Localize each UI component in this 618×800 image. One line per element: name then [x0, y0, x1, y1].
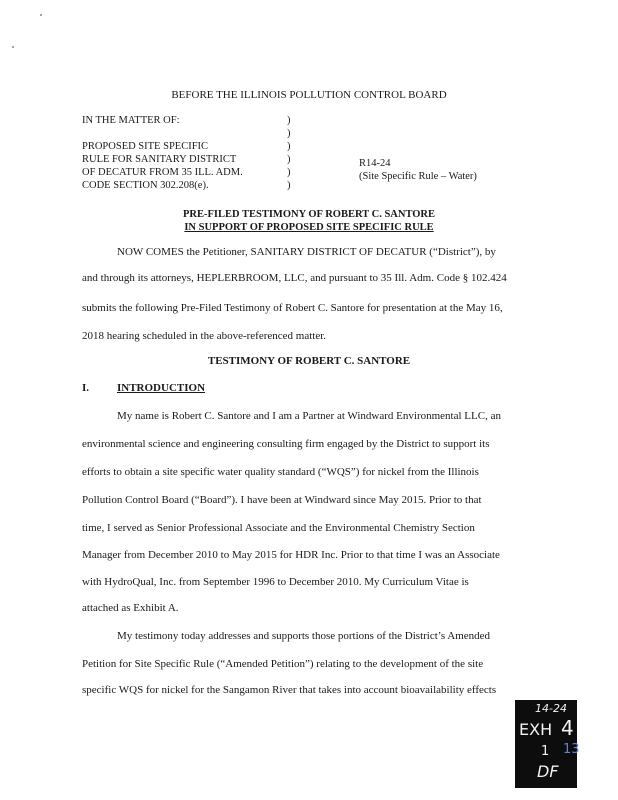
stamp-initials: DF: [537, 762, 559, 781]
para-line: Petition for Site Specific Rule (“Amended Petition”) relating to the development of the site: [82, 658, 484, 670]
bracket: ): [287, 128, 291, 139]
para-line: Manager from December 2010 to May 2015 for HDR Inc. Prior to that time I was an Associate: [82, 549, 500, 561]
para-line: environmental science and engineering consulting firm engaged by the District to support its: [82, 438, 490, 450]
para-line: time, I served as Senior Professional Associate and the Environmental Chemistry Section: [82, 522, 475, 534]
docket-number: R14-24: [359, 158, 391, 169]
para-line: specific WQS for nickel for the Sangamon River that takes into account bioavailability effects: [82, 684, 497, 696]
section-heading: TESTIMONY OF ROBERT C. SANTORE: [207, 355, 411, 367]
para-line: Pollution Control Board (“Board”). I have been at Windward since May 2015. Prior to that: [82, 494, 482, 506]
para-line: My testimony today addresses and supports those portions of the District’s Amended: [117, 630, 491, 642]
bracket: ): [287, 180, 291, 191]
para-line: efforts to obtain a site specific water quality standard (“WQS”) for nickel from the Illinois: [82, 466, 479, 478]
caption-matter: IN THE MATTER OF:: [82, 115, 180, 126]
caption-line-1: PROPOSED SITE SPECIFIC: [82, 141, 209, 152]
intro-line: submits the following Pre-Filed Testimony of Robert C. Santore for presentation at the May 16,: [82, 302, 503, 314]
docket-type: (Site Specific Rule – Water): [359, 171, 477, 182]
bracket: ): [287, 115, 291, 126]
exhibit-stamp: [515, 700, 580, 788]
scan-speck: [40, 14, 42, 16]
stamp-exh-number: 4: [561, 716, 574, 740]
caption-line-4: CODE SECTION 302.208(e).: [82, 180, 209, 191]
stamp-page-a: 1: [541, 744, 550, 759]
caption-line-3: OF DECATUR FROM 35 ILL. ADM.: [82, 167, 243, 178]
para-line: with HydroQual, Inc. from September 1996 to December 2010. My Curriculum Vitae is: [82, 576, 469, 588]
section-title: INTRODUCTION: [117, 382, 206, 394]
para-line: attached as Exhibit A.: [82, 602, 179, 614]
scan-speck: [12, 46, 14, 48]
stamp-page-b: 13: [563, 742, 580, 757]
stamp-docket: 14-24: [535, 702, 567, 715]
bracket: ): [287, 167, 291, 178]
section-number: I.: [82, 382, 90, 394]
para-line: My name is Robert C. Santore and I am a Partner at Windward Environmental LLC, an: [117, 410, 501, 422]
bracket: ): [287, 141, 291, 152]
testimony-subtitle: IN SUPPORT OF PROPOSED SITE SPECIFIC RULE: [184, 222, 434, 233]
caption-line-2: RULE FOR SANITARY DISTRICT: [82, 154, 237, 165]
intro-line: and through its attorneys, HEPLERBROOM, LLC, and pursuant to 35 Ill. Adm. Code § 102.424: [82, 272, 507, 284]
court-heading: BEFORE THE ILLINOIS POLLUTION CONTROL BOARD: [171, 89, 447, 101]
stamp-exh-label: EXH: [519, 720, 553, 739]
bracket: ): [287, 154, 291, 165]
intro-line: NOW COMES the Petitioner, SANITARY DISTRICT OF DECATUR (“District”), by: [117, 246, 496, 258]
testimony-title: PRE-FILED TESTIMONY OF ROBERT C. SANTORE: [182, 209, 436, 220]
intro-line: 2018 hearing scheduled in the above-referenced matter.: [82, 330, 327, 342]
